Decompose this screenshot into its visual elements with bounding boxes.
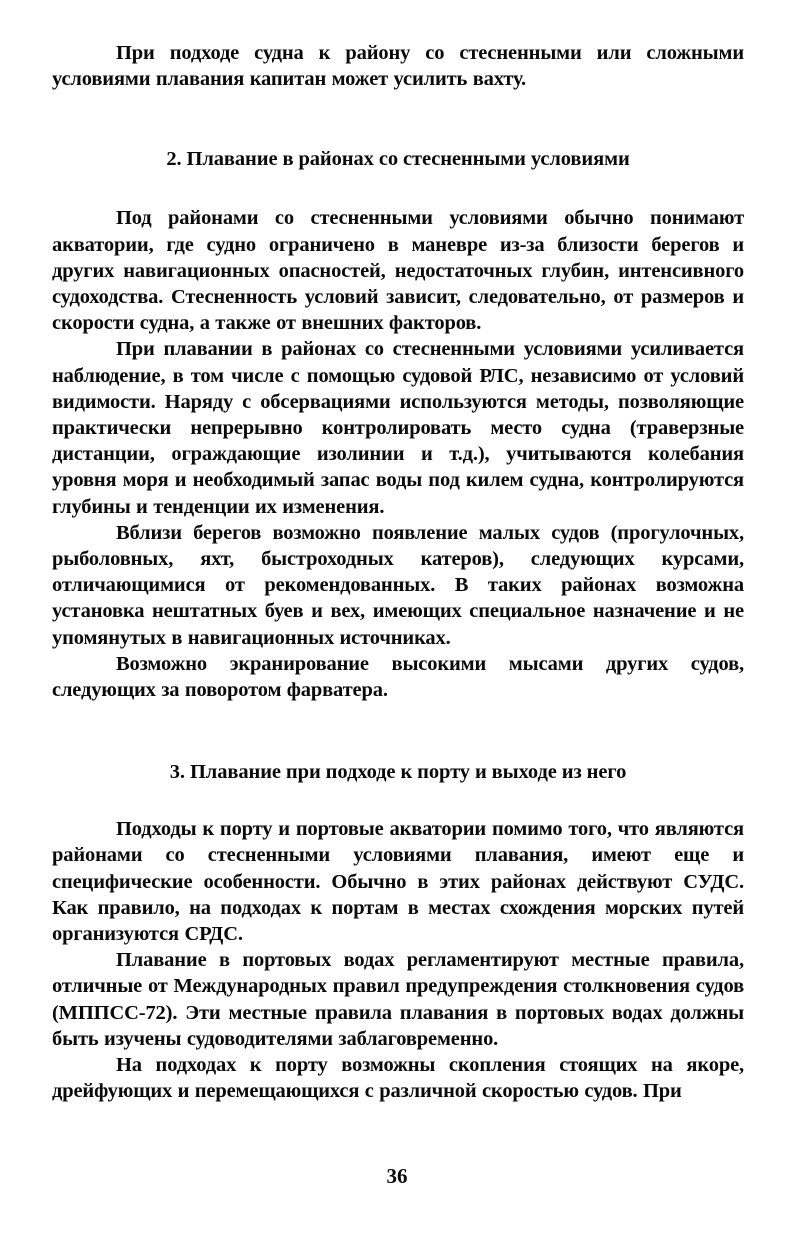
- page-number: 36: [386, 1164, 408, 1188]
- section-3-paragraph: На подходах к порту возможны скопления стоящих на якоре, дрейфующих и перемещающихся с различной скоростью судов. При: [52, 1054, 744, 1103]
- intro-paragraph: При подходе судна к району со стесненными или сложными условиями плавания капитан может усилить вахту.: [52, 42, 744, 91]
- document-page: [52, 40, 744, 1200]
- section-2-paragraph: При плавании в районах со стесненными условиями усиливается наблюдение, в том числе с помощью судовой РЛС, независимо от условий видимости. Наряду с обсервациями используются методы, позволяющие практически непрерывно контролировать место судна (траверзные дистанции, ограждающие изолинии и т.д.), учитываются колебания уровня моря и необходимый запас воды под килем судна, контролируются глубины и тенденции их изменения.: [52, 338, 744, 518]
- section-2-paragraph: Вблизи берегов возможно появление малых судов (прогулочных, рыболовных, яхт, быстроходных катеров), следующих курсами, отличающимися от рекомендованных. В таких районах возможна установка нештатных буев и вех, имеющих специальное назначение и не упомянутых в навигационных источниках.: [52, 521, 744, 649]
- section-3-paragraph: Подходы к порту и портовые акватории помимо того, что являются районами со стесненными условиями плавания, имеют еще и специфические особенности. Обычно в этих районах действуют СУДС. Как правило, на подходах к портам в местах схождения морских путей организуются СРДС.: [52, 818, 744, 946]
- section-2-heading: 2. Плавание в районах со стесненными условиями: [166, 148, 630, 171]
- section-2-paragraph: Под районами со стесненными условиями обычно понимают акватории, где судно ограничено в маневре из-за близости берегов и других навигационных опасностей, недостаточных глубин, интенсивного судоходства. Стесненность условий зависит, следовательно, от размеров и скорости судна, а также от внешних факторов.: [52, 207, 744, 335]
- section-3-paragraph: Плавание в портовых водах регламентируют местные правила, отличные от Международных правил предупреждения столкновения судов (МППСС-72). Эти местные правила плавания в портовых водах должны быть изучены судоводителями заблаговременно.: [52, 949, 744, 1050]
- section-2-paragraph: Возможно экранирование высокими мысами других судов, следующих за поворотом фарватера.: [52, 652, 744, 702]
- section-3-heading: 3. Плавание при подходе к порту и выходе из него: [169, 761, 627, 784]
